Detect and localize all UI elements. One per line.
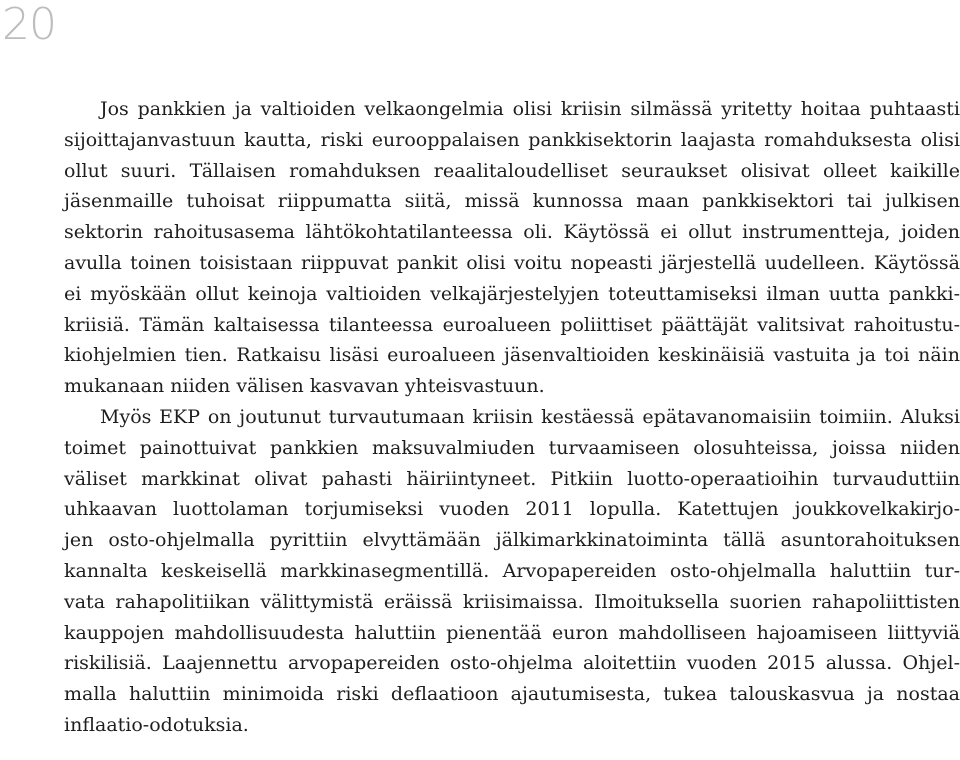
text-line: ei myöskään ollut keinoja valtioiden velkajärjestelyjen toteuttamiseksi ilman uutta pankki-	[64, 282, 960, 305]
paragraph-1	[64, 94, 960, 402]
text-line: jäsenmaille tuhoisat riippumatta siitä, missä kunnossa maan pankkisektori tai julkisen	[64, 190, 960, 213]
text-line: jen osto-ohjelmalla pyrittiin elvyttämään jälkimarkkinatoiminta tällä asuntorahoituksen	[64, 529, 960, 552]
paragraph-2	[64, 402, 960, 741]
text-line: sektorin rahoitusasema lähtökohtatilanteessa oli. Käytössä ei ollut instrumentteja, joiden	[64, 221, 960, 244]
text-line: uhkaavan luottolaman torjumiseksi vuoden 2011 lopulla. Katettujen joukkovelkakirjo-	[64, 498, 960, 521]
text-line: inflaatio-odotuksia.	[64, 713, 249, 736]
text-line: kannalta keskeisellä markkinasegmentillä. Arvopapereiden osto-ohjelmalla haluttiin tur-	[64, 559, 960, 582]
text-line: väliset markkinat olivat pahasti häiriintyneet. Pitkiin luotto-operaatioihin turvauduttiin	[64, 467, 960, 490]
text-line: kiohjelmien tien. Ratkaisu lisäsi euroalueen jäsenvaltioiden keskinäisiä vastuita ja toi näin	[64, 344, 960, 367]
text-line: toimet painottuivat pankkien maksuvalmiuden turvaamiseen olosuhteissa, joissa niiden	[64, 436, 960, 459]
text-line: avulla toinen toisistaan riippuvat pankit olisi voitu nopeasti järjestellä uudelleen. Käytössä	[64, 251, 960, 274]
text-line: sijoittajanvastuun kautta, riski eurooppalaisen pankkisektorin laajasta romahduksesta olisi	[64, 128, 960, 151]
page-number: 20	[2, 0, 56, 50]
text-line: mukanaan niiden välisen kasvavan yhteisvastuun.	[64, 375, 545, 398]
text-line: vata rahapolitiikan välittymistä eräissä kriisimaissa. Ilmoituksella suorien rahapoliittisten	[64, 590, 960, 613]
text-line: kauppojen mahdollisuudesta haluttiin pienentää euron mahdolliseen hajoamiseen liittyviä	[64, 621, 960, 644]
text-line: riskilisiä. Laajennettu arvopapereiden osto-ohjelma aloitettiin vuoden 2015 alussa. Ohjel-	[64, 652, 960, 675]
text-line: kriisiä. Tämän kaltaisessa tilanteessa euroalueen poliittiset päättäjät valitsivat rahoitustu-	[64, 313, 960, 336]
body-text	[64, 94, 960, 741]
text-line: Myös EKP on joutunut turvautumaan kriisin kestäessä epätavanomaisiin toimiin. Aluksi	[100, 405, 960, 428]
text-line: malla haluttiin minimoida riski deflaatioon ajautumisesta, tukea talouskasvua ja nostaa	[64, 683, 960, 706]
text-line: ollut suuri. Tällaisen romahduksen reaalitaloudelliset seuraukset olisivat olleet kaikille	[64, 159, 960, 182]
text-line: Jos pankkien ja valtioiden velkaongelmia olisi kriisin silmässä yritetty hoitaa puhtaasti	[100, 98, 960, 120]
